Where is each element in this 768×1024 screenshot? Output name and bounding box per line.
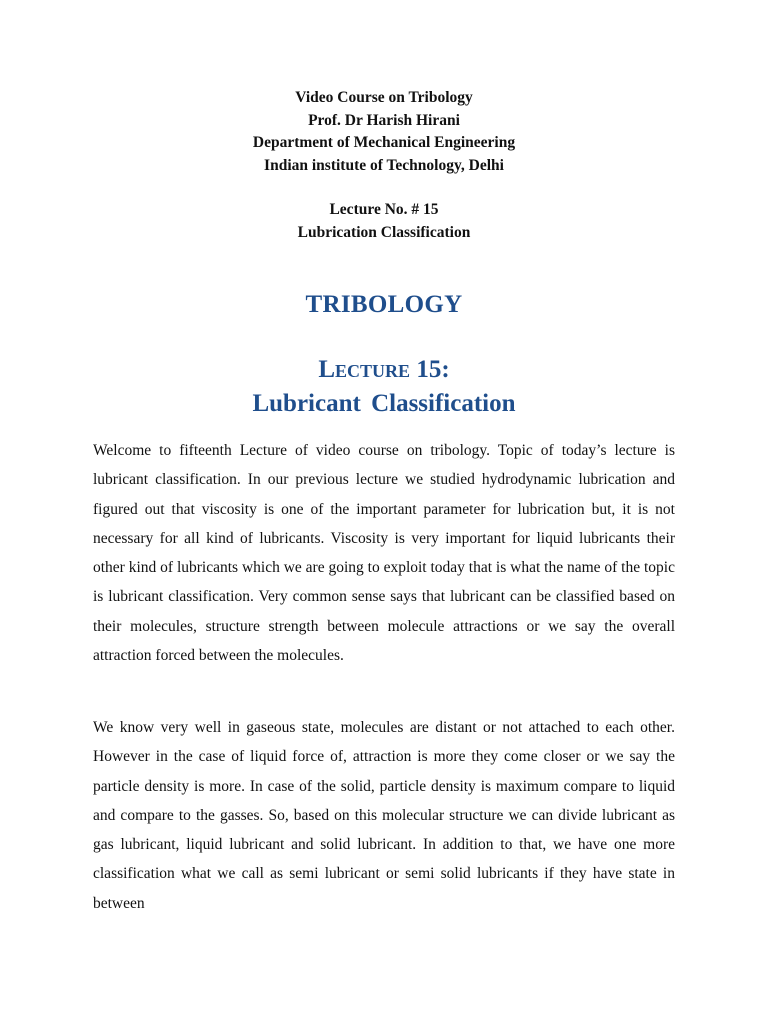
institute-name: Indian institute of Technology, Delhi: [264, 156, 504, 174]
course-header: [0, 87, 768, 177]
course-title: Video Course on Tribology: [295, 89, 473, 106]
lecture-heading-subtitle: Lubricant Classification: [252, 390, 516, 417]
body-paragraph-1: Welcome to fifteenth Lecture of video course on tribology. Topic of today’s lecture is lubricant classification. In our previous lecture we studied hydrodynamic lubrication and figured out that viscosity is one of the important parameter for lubrication but, it is not necessary for all kind of lubricants. Viscosity is very important for liquid lubricants their other kind of lubricants which we are going to exploit today that is what the name of the topic is lubricant classification. Very common sense says that lubricant can be classified based on their molecules, structure strength between molecule attractions or we say the overall attraction forced between the molecules.: [93, 442, 675, 665]
lecture-heading: [0, 354, 768, 420]
lecture-topic: Lubrication Classification: [297, 223, 471, 241]
department-name: Department of Mechanical Engineering: [252, 134, 516, 151]
body-paragraph-2: We know very well in gaseous state, molecules are distant or not attached to each other. However in the case of liquid force of, attraction is more they come closer or we say the particle density is more. In case of the solid, particle density is maximum compare to liquid and compare to the gasses. So, based on this molecular structure we can divide lubricant as gas lubricant, liquid lubricant and solid lubricant. In addition to that, we have one more classification what we call as semi lubricant or semi solid lubricants if they have state in between: [93, 719, 675, 912]
lecture-number: Lecture No. # 15: [329, 201, 439, 218]
lecture-heading-label: Lecture: [318, 356, 411, 383]
lecture-header: [0, 199, 768, 244]
lecture-heading-line: [0, 354, 768, 386]
professor-name: Prof. Dr Harish Hirani: [308, 111, 460, 129]
document-title: TRIBOLOGY: [305, 291, 463, 318]
lecture-heading-number: 15:: [416, 356, 450, 383]
